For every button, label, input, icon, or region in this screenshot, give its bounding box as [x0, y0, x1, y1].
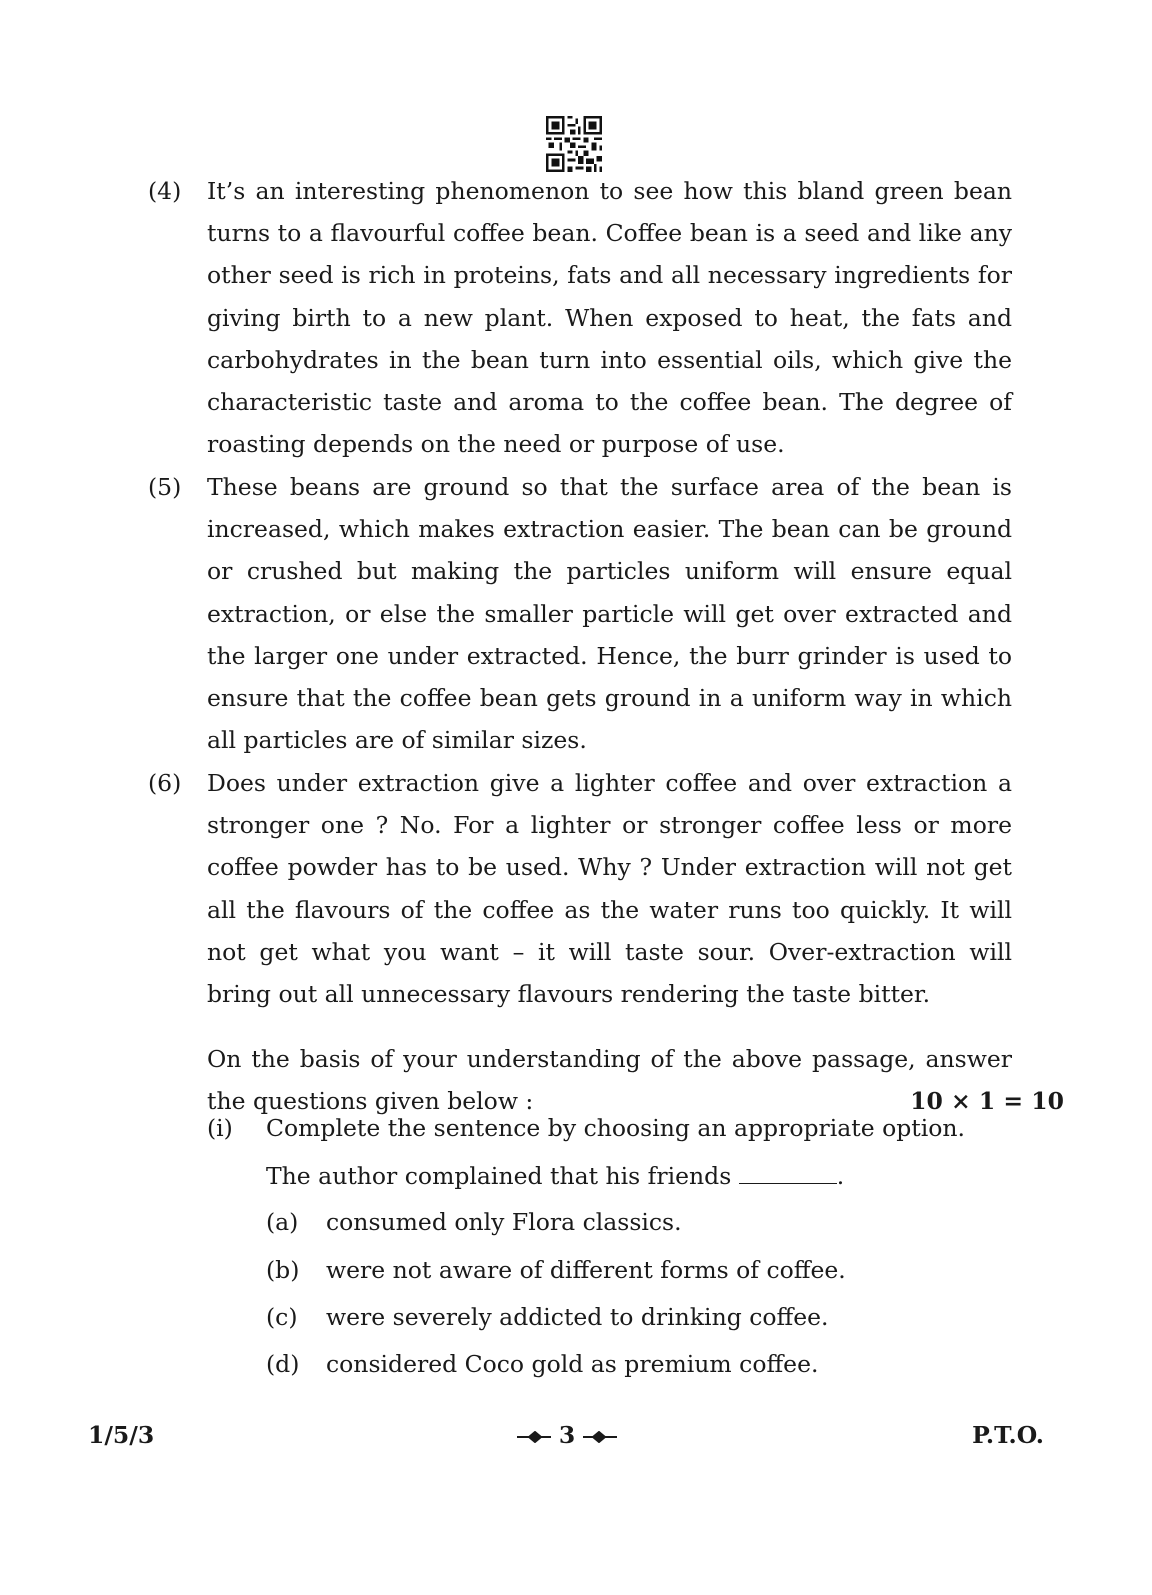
option-text: consumed only Flora classics. — [326, 1208, 682, 1236]
paragraph-6 — [148, 762, 1012, 1015]
option-label: (d) — [266, 1350, 300, 1378]
ornament-right-icon — [583, 1431, 617, 1443]
paragraph-text: These beans are ground so that the surface area of the bean is increased, which makes extraction easier. The bean can be ground or crushed but making the particles uniform will ensure equal extraction, or else the smaller particle will get over extracted and the larger one under extracted. Hence, the burr grinder is used to ensure that the coffee bean gets ground in a uniform way in which all particles are of similar sizes. — [207, 473, 1012, 755]
question-stem — [266, 1158, 844, 1194]
option-text: considered Coco gold as premium coffee. — [326, 1350, 819, 1378]
instruction-text: On the basis of your understanding of the above passage, answer the questions given below : — [207, 1045, 1012, 1116]
option-label: (b) — [266, 1256, 300, 1284]
paragraph-number: (6) — [148, 769, 182, 797]
paragraph-number: (5) — [148, 473, 182, 501]
paragraph-text: Does under extraction give a lighter coffee and over extraction a stronger one ? No. For a lighter or stronger coffee less or more coffee powder has to be used. Why ? Under extraction will not get all the flavours of the coffee as the water runs too quickly. It will not get what you want – it will taste sour. Over-extraction will bring out all unnecessary flavours rendering the taste bitter. — [207, 769, 1012, 1009]
marks-allocation: 10 × 1 = 10 — [910, 1087, 1064, 1115]
ornament-left-icon — [517, 1431, 551, 1443]
paper-code: 1/5/3 — [88, 1421, 155, 1449]
option-label: (c) — [266, 1303, 298, 1331]
pto-label: P.T.O. — [972, 1421, 1044, 1449]
stem-end: . — [836, 1162, 845, 1190]
paragraph-4 — [148, 170, 1012, 465]
paragraph-number: (4) — [148, 177, 182, 205]
question-text: Complete the sentence by choosing an appropriate option. — [266, 1114, 966, 1142]
page-number: 3 — [558, 1421, 576, 1449]
paragraph-5 — [148, 466, 1012, 761]
answer-blank — [739, 1161, 837, 1184]
qr-code — [546, 116, 602, 172]
option-text: were not aware of different forms of coffee. — [326, 1256, 846, 1284]
stem-text: The author complained that his friends — [266, 1162, 732, 1190]
question-number: (i) — [207, 1114, 233, 1142]
option-label: (a) — [266, 1208, 299, 1236]
option-text: were severely addicted to drinking coffee. — [326, 1303, 829, 1331]
paragraph-text: It’s an interesting phenomenon to see how this bland green bean turns to a flavourful coffee bean. Coffee bean is a seed and like any other seed is rich in proteins, fats and all necessary ingredients for giving birth to a new plant. When exposed to heat, the fats and carbohydrates in the bean turn into essential oils, which give the characteristic taste and aroma to the coffee bean. The degree of roasting depends on the need or purpose of use. — [207, 177, 1012, 459]
page-number-block — [508, 1420, 626, 1450]
